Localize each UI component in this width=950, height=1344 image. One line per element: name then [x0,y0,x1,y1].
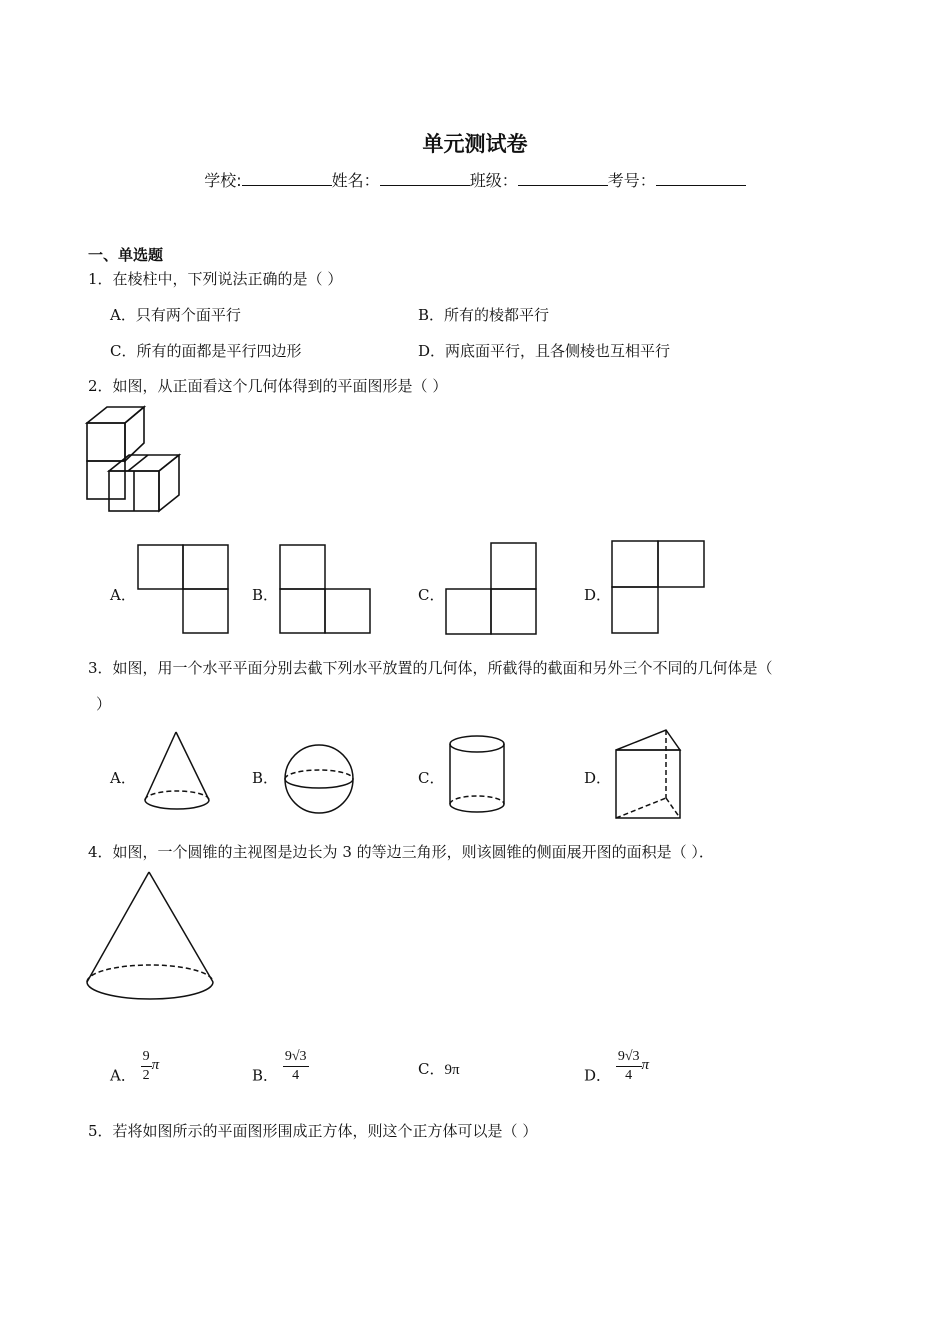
number-label: 考号： [607,171,656,190]
q4-option-c-label: C． [418,1060,445,1078]
name-blank[interactable] [380,171,470,186]
number-blank[interactable] [656,171,746,186]
q3-option-a-label[interactable]: A． [110,769,136,787]
q4-d-numerator: 9√3 [616,1048,642,1067]
q4-option-c[interactable] [418,1058,460,1079]
q4-option-b[interactable] [252,1049,309,1095]
q4-option-b-label: B． [252,1066,279,1085]
q1-option-c[interactable]: C．所有的面都是平行四边形 [110,342,302,360]
q4-option-b-fraction [283,1048,309,1085]
q4-stem: 4．如图，一个圆锥的主视图是边长为 3 的等边三角形，则该圆锥的侧面展开图的面积是（ ）． [88,843,714,861]
q3-cone-figure[interactable] [143,730,213,818]
q2-option-d-figure[interactable] [611,540,705,636]
q4-b-numerator: 9√3 [283,1048,309,1067]
q4-a-pi: π [151,1056,160,1073]
q3-option-c-label[interactable]: C． [418,769,445,787]
q3-stem: 3．如图，用一个水平平面分别去截下列水平放置的几何体，所截得的截面和另外三个不同的几何体是（ [88,659,773,677]
q3-option-d-label[interactable]: D． [584,769,612,787]
q4-option-d-fraction [616,1048,642,1085]
q1-option-d[interactable]: D．两底面平行，且各侧棱也互相平行 [418,342,671,360]
q3-sphere-figure[interactable] [284,744,356,816]
name-label: 姓名： [331,171,380,190]
q5-stem: 5．若将如图所示的平面图形围成正方体，则这个正方体可以是（ ） [88,1122,538,1140]
q4-a-numerator: 9 [141,1048,152,1067]
q4-b-denominator: 4 [292,1068,300,1083]
q4-d-pi: π [641,1056,650,1073]
q4-a-denominator: 2 [142,1068,150,1083]
q4-option-a[interactable] [110,1049,160,1095]
class-label: 班级： [469,171,518,190]
q2-cube-figure [84,405,184,515]
q4-cone-figure [85,870,217,1006]
q2-option-c-figure[interactable] [445,542,539,636]
class-blank[interactable] [518,171,608,186]
school-blank[interactable] [242,171,332,186]
q4-c-value: 9π [444,1062,460,1078]
student-info-line [0,168,950,191]
q2-stem: 2．如图，从正面看这个几何体得到的平面图形是（ ） [88,377,448,395]
q2-option-b-figure[interactable] [279,544,373,636]
q2-option-c-label[interactable]: C． [418,586,445,604]
q3-prism-figure[interactable] [614,728,684,820]
q2-option-b-label[interactable]: B． [252,586,279,604]
q2-option-d-label[interactable]: D． [584,586,612,604]
q4-d-denominator: 4 [625,1068,633,1083]
q2-option-a-label[interactable]: A． [110,586,136,604]
q4-option-a-fraction [141,1048,152,1085]
q4-option-a-label: A． [110,1066,136,1085]
page-title: 单元测试卷 [422,132,528,156]
q1-option-a[interactable]: A．只有两个面平行 [110,306,241,324]
q1-stem: 1．在棱柱中，下列说法正确的是（ ） [88,270,343,288]
q3-option-b-label[interactable]: B． [252,769,279,787]
q3-stem-end: ） [96,695,112,713]
school-label: 学校: [204,171,242,190]
q4-option-d[interactable] [584,1049,650,1095]
q4-option-d-label: D． [584,1066,612,1085]
section-heading: 一、单选题 [88,246,164,264]
q3-cylinder-figure[interactable] [449,734,509,820]
q1-option-b[interactable]: B．所有的棱都平行 [418,306,550,324]
q2-option-a-figure[interactable] [137,544,231,636]
